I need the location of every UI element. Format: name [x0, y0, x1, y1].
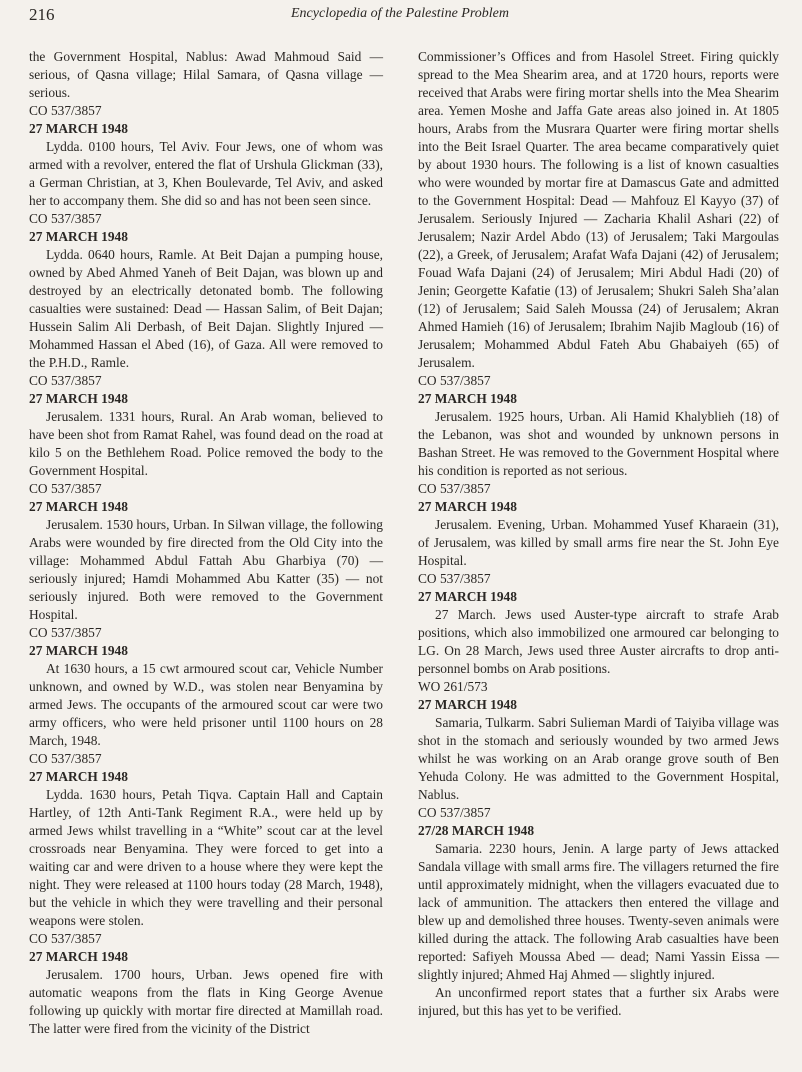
entry-text: Samaria. 2230 hours, Jenin. A large party of Jews attacked Sandala village with small arms fire. The villagers returned the fire until approximately midnight, when the villagers evacuated due to lack of ammunition. The attackers then entered the village and blew up and demolished three houses. Twenty-seven animals were killed during the attack. The following Arab casualties have been reported: Safiyeh Moussa Abed — dead; Nami Yassin Eissa — slightly injured; Ahmed Haj Ahmed — slightly injured. — [418, 841, 779, 982]
running-head: Encyclopedia of the Palestine Problem — [291, 6, 509, 21]
source-reference: CO 537/3857 — [29, 931, 102, 946]
entry-text: Lydda. 0640 hours, Ramle. At Beit Dajan a pumping house, owned by Abed Ahmed Yaneh of Beit Dajan, was blown up and destroyed by an electrically detonated bomb. The following casualties were sustained: Dead — Hassan Salim, of Beit Dajan; Hussein Salim Ali Derbash, of Beit Dajan. Slightly Injured — Mohammed Hassan el Abed (16), of Gaza. All were removed to the P.H.D., Ramle. — [29, 247, 383, 370]
entry-date: 27 MARCH 1948 — [418, 589, 517, 604]
entry-text: An unconfirmed report states that a further six Arabs were injured, but this has yet to be verified. — [418, 985, 779, 1018]
source-reference: CO 537/3857 — [418, 373, 491, 388]
entry-date: 27 MARCH 1948 — [29, 391, 128, 406]
entry-date: 27 MARCH 1948 — [418, 391, 517, 406]
source-reference: CO 537/3857 — [29, 625, 102, 640]
entry-text: Jerusalem. Evening, Urban. Mohammed Yusef Kharaein (31), of Jerusalem, was killed by small arms fire near the St. John Eye Hospital. — [418, 517, 779, 568]
entry-text: Samaria, Tulkarm. Sabri Sulieman Mardi of Taiyiba village was shot in the stomach and seriously wounded by two armed Jews whilst he was working on an Arab orange grove south of Ben Yehuda Colony. He was admitted to the Government Hospital, Nablus. — [418, 715, 779, 802]
source-reference: CO 537/3857 — [29, 751, 102, 766]
entry-date: 27 MARCH 1948 — [29, 499, 128, 514]
entry-text: Jerusalem. 1700 hours, Urban. Jews opened fire with automatic weapons from the flats in King George Avenue following up quickly with mortar fire directed at Mamillah road. The latter were fired from the vicinity of the District — [29, 967, 383, 1036]
entry-date: 27 MARCH 1948 — [29, 949, 128, 964]
source-reference: CO 537/3857 — [418, 571, 491, 586]
page-header — [29, 5, 780, 29]
source-reference: CO 537/3857 — [418, 805, 491, 820]
entry-text: At 1630 hours, a 15 cwt armoured scout car, Vehicle Number unknown, and owned by W.D., was stolen near Benyamina by armed Jews. The occupants of the armoured scout car were two army officers, who were held prisoner until 1100 hours on 28 March, 1948. — [29, 661, 383, 748]
source-reference: CO 537/3857 — [418, 481, 491, 496]
left-column — [29, 48, 383, 1038]
entry-text: Lydda. 1630 hours, Petah Tiqva. Captain Hall and Captain Hartley, of 12th Anti-Tank Regiment R.A., were held up by armed Jews whilst travelling in a “White” scout car at the level crossroads near Benyamina. They were forced to get into a waiting car and were driven to a house where they were kept the night. They were released at 1100 hours today (28 March, 1948), but the vehicle in which they were travelling and their personal weapons were stolen. — [29, 787, 383, 928]
entry-text: Lydda. 0100 hours, Tel Aviv. Four Jews, one of whom was armed with a revolver, entered the flat of Urshula Glickman (33), a German Christian, at 3, Khen Boulevarde, Tel Aviv, and asked her to accompany them. She did so and has not been seen since. — [29, 139, 383, 208]
continued-paragraph: the Government Hospital, Nablus: Awad Mahmoud Said — serious, of Qasna village; Hilal Samara, of Qasna village — serious. — [29, 49, 383, 100]
entry-text: 27 March. Jews used Auster-type aircraft to strafe Arab positions, which also immobilized one armoured car belonging to LG. On 28 March, Jews used three Auster aircrafts to drop anti-personnel bombs on Arab positions. — [418, 607, 779, 676]
source-reference: CO 537/3857 — [29, 211, 102, 226]
entry-date: 27 MARCH 1948 — [418, 697, 517, 712]
page-number: 216 — [29, 5, 55, 24]
source-reference: CO 537/3857 — [29, 373, 102, 388]
entry-text: Jerusalem. 1530 hours, Urban. In Silwan village, the following Arabs were wounded by fire directed from the Old City into the village: Mohammed Abdul Fattah Abu Gharbiya (70) — seriously injured; Hamdi Mohammed Abu Katter (35) — not seriously injured. Both were removed to the Government Hospital. — [29, 517, 383, 622]
entry-date: 27 MARCH 1948 — [29, 121, 128, 136]
continued-paragraph: Commissioner’s Offices and from Hasolel Street. Firing quickly spread to the Mea Shearim area, and at 1720 hours, reports were received that Arabs were firing mortar shells into the Mea Shearim area. Yemen Moshe and Jaffa Gate areas also joined in. At 1805 hours, Arabs from the Musrara Quarter were firing mortar shells into the Beit Israel Quarter. The area became comparatively quiet by about 1930 hours. The following is a list of known casualties who were wounded by mortar fire at Damascus Gate and admitted to the Government Hospital: Dead — Mahfouz El Kayyo (37) of Jerusalem. Seriously Injured — Zacharia Khalil Ashari (22) of Jerusalem; Nazir Ardel Abdo (13) of Jerusalem; Taki Margoulas (22), a Greek, of Jerusalem; Arafat Wafa Dajani (42) of Jerusalem; Fouad Wafa Dajani (24) of Jerusalem; Miri Abdul Hadi (20) of Jenin; Georgette Kafatie (13) of Jerusalem; Shukri Saleh Sha’alan (12) of Jerusalem; Said Saleh Moussa (24) of Jerusalem; Akran Ahmed Hamieh (16) of Jerusalem; Ibrahim Najib Magloub (16) of Jerusalem; Mohammed Abdul Fateh Abu Ghabaiyeh (65) of Jerusalem. — [418, 49, 779, 370]
entry-date: 27 MARCH 1948 — [29, 229, 128, 244]
source-reference: CO 537/3857 — [29, 481, 102, 496]
right-column — [418, 48, 779, 1020]
entry-text: Jerusalem. 1925 hours, Urban. Ali Hamid Khalyblieh (18) of the Lebanon, was shot and wounded by unknown persons in Bashan Street. He was removed to the Government Hospital where his condition is reported as not serious. — [418, 409, 779, 478]
entry-text: Jerusalem. 1331 hours, Rural. An Arab woman, believed to have been shot from Ramat Rahel, was found dead on the road at kilo 5 on the Bethlehem Road. Police removed the body to the Government Hospital. — [29, 409, 383, 478]
source-reference: CO 537/3857 — [29, 103, 102, 118]
entry-date: 27 MARCH 1948 — [29, 643, 128, 658]
entry-date: 27/28 MARCH 1948 — [418, 823, 535, 838]
entry-date: 27 MARCH 1948 — [418, 499, 517, 514]
entry-date: 27 MARCH 1948 — [29, 769, 128, 784]
source-reference: WO 261/573 — [418, 679, 488, 694]
